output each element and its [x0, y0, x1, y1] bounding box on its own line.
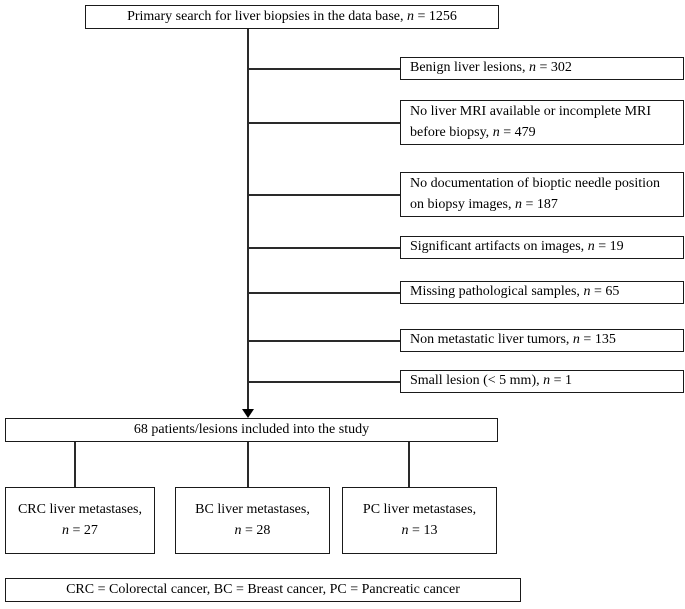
crc-metastases-box [5, 487, 155, 554]
exclusion-label: No liver MRI available or incomplete MRI before biopsy, n = 479 [410, 104, 652, 140]
exclusion-box-missing-samples [400, 281, 684, 304]
exclusion-box-no-documentation [400, 172, 684, 217]
branch-line-bc [247, 442, 249, 487]
legend-box [5, 578, 521, 602]
exclusion-label: No documentation of bioptic needle position on biopsy images, n = 187 [410, 176, 661, 212]
crc-metastases-label: CRC liver metastases, n = 27 [17, 502, 143, 538]
connector-line-5 [247, 292, 400, 294]
connector-line-3 [247, 194, 400, 196]
exclusion-label: Small lesion (< 5 mm), n = 1 [410, 373, 573, 389]
n-symbol: n [587, 239, 595, 255]
pc-metastases-box [342, 487, 497, 554]
n-symbol: n [407, 8, 414, 24]
n-symbol: n [492, 124, 500, 140]
connector-line-2 [247, 122, 400, 124]
branch-line-pc [408, 442, 410, 487]
branch-line-crc [74, 442, 76, 487]
exclusion-label: Non metastatic liver tumors, n = 135 [410, 332, 616, 348]
exclusion-box-artifacts [400, 236, 684, 259]
exclusion-box-small-lesion [400, 370, 684, 393]
n-symbol: n [543, 373, 551, 389]
n-symbol: n [583, 284, 591, 300]
n-symbol: n [401, 522, 409, 538]
n-symbol: n [62, 522, 70, 538]
bc-metastases-label: BC liver metastases, n = 28 [195, 502, 310, 538]
exclusion-box-non-metastatic [400, 329, 684, 352]
n-symbol: n [515, 196, 522, 212]
main-flow-line [247, 29, 249, 411]
exclusion-label: Missing pathological samples, n = 65 [410, 284, 620, 300]
exclusion-label: Benign liver lesions, n = 302 [410, 60, 572, 76]
exclusion-box-benign-lesions [400, 57, 684, 80]
included-box [5, 418, 498, 442]
n-symbol: n [529, 60, 536, 76]
legend-label: CRC = Colorectal cancer, BC = Breast cancer, PC = Pancreatic cancer [66, 581, 460, 597]
down-arrow-icon [242, 409, 254, 418]
n-symbol: n [234, 522, 242, 538]
connector-line-6 [247, 340, 400, 342]
primary-search-label: Primary search for liver biopsies in the data base, n = 1256 [127, 8, 457, 24]
bc-metastases-box [175, 487, 330, 554]
connector-line-7 [247, 381, 400, 383]
connector-line-1 [247, 68, 400, 70]
n-symbol: n [572, 332, 580, 348]
pc-metastases-label: PC liver metastases, n = 13 [362, 502, 477, 538]
exclusion-label: Significant artifacts on images, n = 19 [410, 239, 624, 255]
included-label: 68 patients/lesions included into the study [133, 421, 370, 437]
connector-line-4 [247, 247, 400, 249]
exclusion-box-no-mri [400, 100, 684, 145]
primary-search-box [85, 5, 499, 29]
